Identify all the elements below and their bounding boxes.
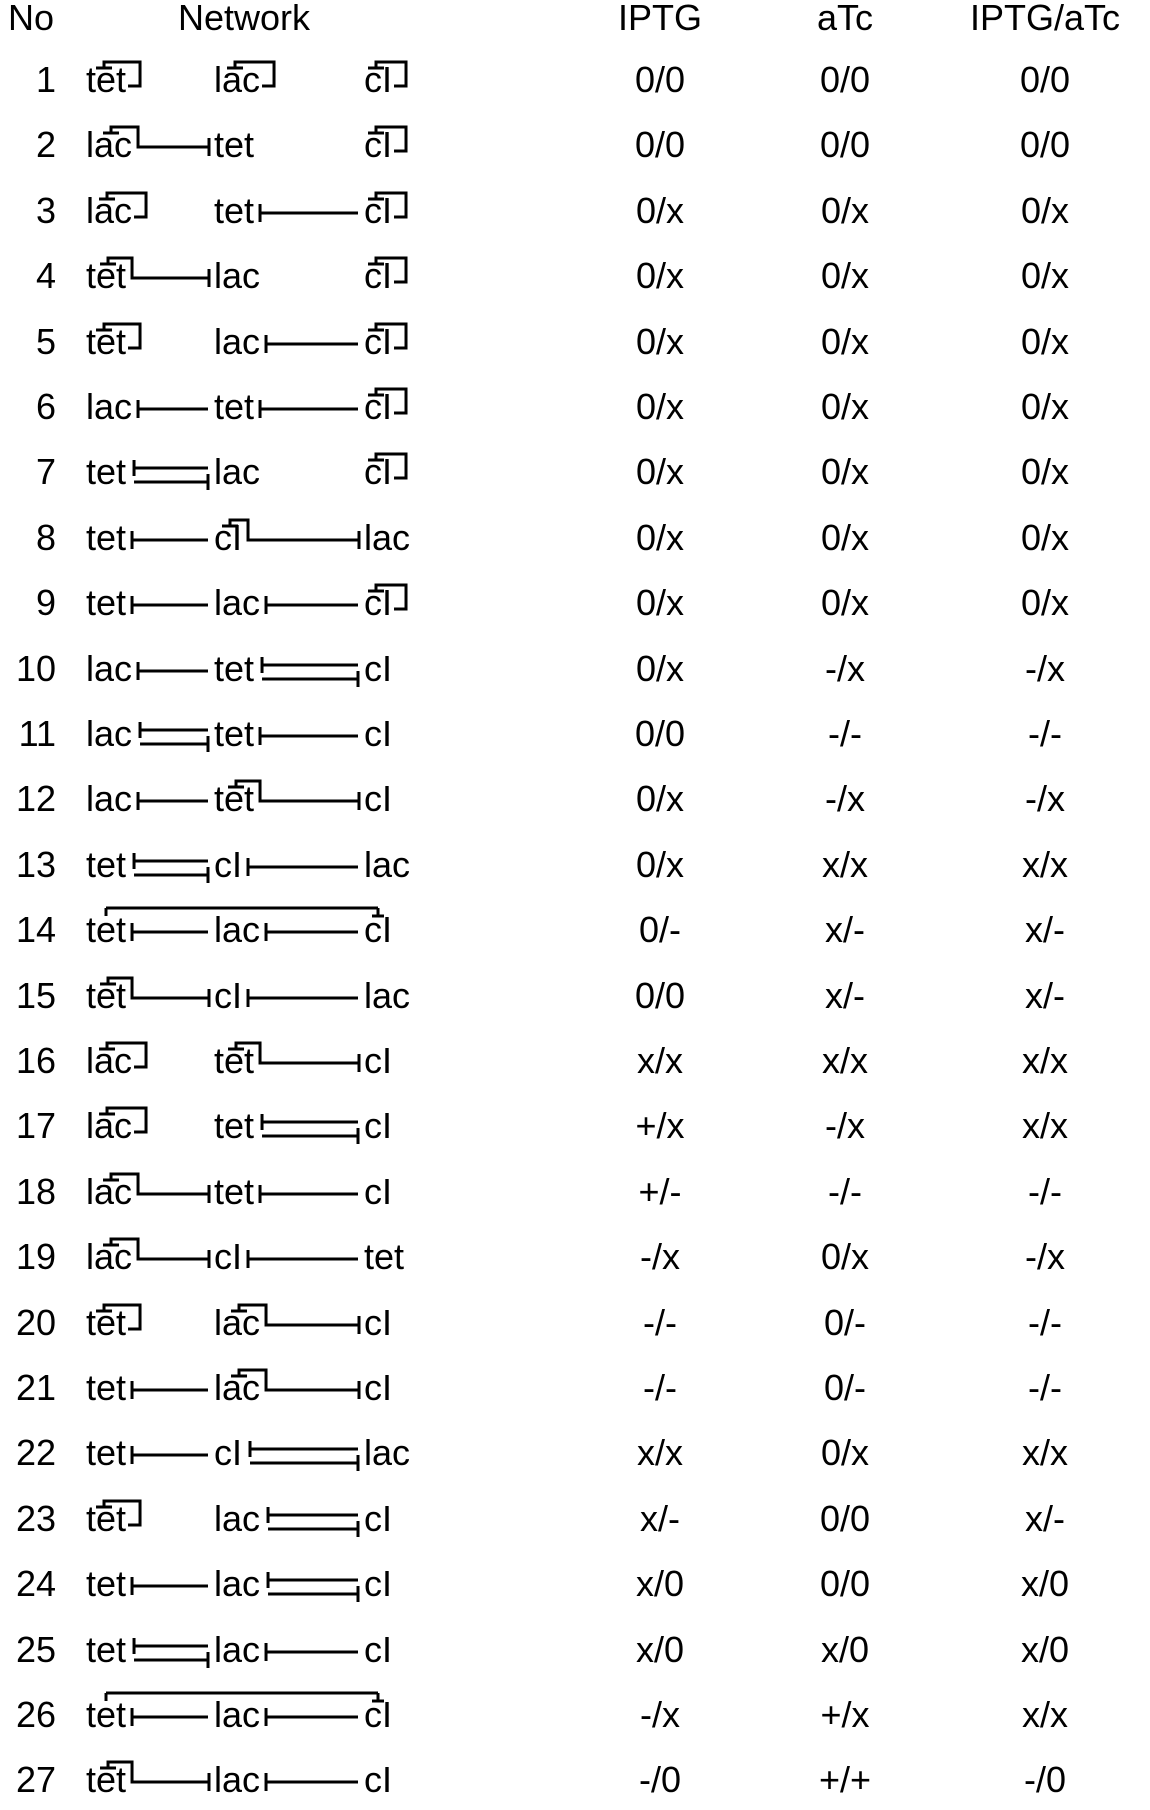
network-diagram	[0, 1096, 1150, 1156]
iptg-atc-value: -/-	[1028, 1367, 1062, 1408]
gene-label: cI	[214, 974, 243, 1016]
iptg-atc-value: x/x	[1021, 1040, 1069, 1081]
row-number: 5	[35, 320, 56, 362]
header-no: No	[8, 0, 55, 38]
atc-value: 0/x	[820, 516, 870, 558]
gene-label: lac	[86, 386, 133, 427]
atc-value: -/x	[825, 647, 865, 689]
atc-value: +/+	[818, 1759, 872, 1801]
gene-label: tet	[86, 582, 127, 624]
gene-label: lac	[86, 1040, 133, 1081]
gene-label: lac	[214, 1628, 261, 1670]
iptg-atc-value: x/-	[1025, 909, 1065, 951]
iptg-atc-value: 0/x	[1020, 451, 1070, 493]
iptg-atc-value: 0/x	[1020, 386, 1070, 427]
atc-value: 0/x	[820, 320, 870, 362]
network-diagram	[0, 246, 1150, 306]
gene-label: tet	[86, 1694, 127, 1735]
gene-label: cI	[364, 1563, 393, 1605]
gene-label: cI	[214, 843, 243, 885]
iptg-value: x/x	[636, 1040, 684, 1081]
iptg-atc-value: 0/x	[1020, 189, 1070, 231]
network-diagram	[0, 181, 1150, 241]
gene-label: tet	[86, 516, 127, 558]
iptg-atc-value: 0/x	[1020, 255, 1070, 297]
header-network: Network	[178, 0, 311, 38]
header-iptg-atc: IPTG/aTc	[969, 0, 1121, 38]
atc-value: 0/x	[820, 1236, 870, 1278]
iptg-atc-value: x/x	[1021, 1694, 1069, 1735]
gene-label: tet	[86, 255, 127, 297]
table-row	[0, 1293, 1150, 1353]
iptg-value: -/x	[640, 1236, 680, 1278]
iptg-value: 0/0	[634, 59, 686, 100]
row-number: 27	[15, 1759, 56, 1801]
iptg-atc-value: x/x	[1021, 843, 1069, 885]
row-number: 6	[35, 386, 56, 427]
gene-label: cI	[364, 1301, 393, 1343]
table-row	[0, 1096, 1150, 1156]
iptg-atc-value: -/x	[1025, 1236, 1065, 1278]
table-row	[0, 377, 1150, 437]
gene-label: lac	[214, 1563, 261, 1605]
gene-label: tet	[86, 1628, 127, 1670]
gene-label: tet	[214, 124, 255, 166]
table-row	[0, 1227, 1150, 1287]
iptg-value: x/0	[635, 1628, 685, 1670]
gene-label: tet	[86, 1432, 127, 1474]
row-number: 21	[15, 1367, 56, 1408]
row-number: 9	[35, 582, 56, 624]
iptg-value: -/x	[640, 1694, 680, 1735]
atc-value: 0/0	[819, 1563, 871, 1605]
gene-label: cI	[364, 909, 393, 951]
atc-value: 0/x	[820, 451, 870, 493]
network-diagram	[0, 1358, 1150, 1418]
gene-label: tet	[86, 320, 127, 362]
row-number: 23	[15, 1497, 56, 1539]
row-number: 25	[15, 1628, 56, 1670]
gene-label: tet	[86, 1563, 127, 1605]
table-row	[0, 312, 1150, 372]
gene-label: lac	[214, 59, 261, 100]
network-diagram	[0, 1685, 1150, 1745]
atc-value: x/-	[825, 909, 865, 951]
gene-label: cI	[364, 778, 393, 820]
network-diagram	[0, 1423, 1150, 1483]
gene-label: cI	[214, 1432, 243, 1474]
table-row	[0, 639, 1150, 699]
table-row	[0, 246, 1150, 306]
gene-label: tet	[86, 974, 127, 1016]
iptg-value: 0/x	[635, 647, 685, 689]
gene-label: cI	[364, 451, 393, 493]
iptg-value: +/-	[638, 1170, 682, 1212]
gene-label: lac	[86, 124, 133, 166]
iptg-atc-value: 0/0	[1019, 59, 1071, 100]
iptg-value: +/x	[635, 1105, 685, 1147]
gene-label: cI	[364, 1497, 393, 1539]
iptg-value: 0/x	[635, 582, 685, 624]
gene-label: lac	[364, 1432, 411, 1474]
iptg-value: 0/-	[638, 909, 682, 951]
table-row	[0, 1685, 1150, 1745]
gene-label: tet	[214, 1105, 255, 1147]
network-diagram	[0, 966, 1150, 1026]
network-diagram	[0, 1227, 1150, 1287]
gene-label: tet	[214, 713, 255, 754]
iptg-atc-value: x/0	[1020, 1563, 1070, 1605]
atc-value: 0/x	[820, 582, 870, 624]
gene-label: lac	[364, 974, 411, 1016]
gene-label: tet	[364, 1236, 405, 1278]
gene-label: cI	[214, 516, 243, 558]
network-diagram	[0, 900, 1150, 960]
iptg-value: x/0	[635, 1563, 685, 1605]
iptg-atc-value: 0/x	[1020, 582, 1070, 624]
table-row	[0, 181, 1150, 241]
gene-label: lac	[214, 255, 261, 297]
network-diagram	[0, 1554, 1150, 1614]
gene-label: tet	[86, 451, 127, 493]
atc-value: 0/-	[823, 1301, 867, 1343]
atc-value: 0/x	[820, 189, 870, 231]
iptg-atc-value: 0/x	[1020, 320, 1070, 362]
network-diagram	[0, 1162, 1150, 1222]
iptg-value: 0/x	[635, 255, 685, 297]
iptg-atc-value: x/0	[1020, 1628, 1070, 1670]
iptg-atc-value: 0/x	[1020, 516, 1070, 558]
iptg-atc-value: -/x	[1025, 647, 1065, 689]
table-row	[0, 704, 1150, 764]
gene-label: lac	[214, 1694, 261, 1735]
row-number: 22	[15, 1432, 56, 1474]
table-row	[0, 508, 1150, 568]
gene-label: cI	[364, 1040, 393, 1081]
header-iptg: IPTG	[617, 0, 703, 38]
network-diagram	[0, 573, 1150, 633]
gene-label: lac	[214, 451, 261, 493]
iptg-atc-value: x/-	[1025, 1497, 1065, 1539]
gene-label: cI	[364, 255, 393, 297]
atc-value: -/x	[825, 1105, 865, 1147]
row-number: 24	[15, 1563, 56, 1605]
gene-label: cI	[364, 582, 393, 624]
gene-label: tet	[86, 843, 127, 885]
iptg-value: x/x	[636, 1432, 684, 1474]
iptg-atc-value: -/x	[1025, 778, 1065, 820]
row-number: 10	[15, 647, 56, 689]
iptg-value: 0/0	[634, 124, 686, 166]
gene-label: tet	[86, 59, 127, 100]
gene-label: lac	[214, 909, 261, 951]
table-row	[0, 573, 1150, 633]
iptg-atc-value: 0/0	[1019, 124, 1071, 166]
network-diagram	[0, 1489, 1150, 1549]
row-number: 26	[15, 1694, 56, 1735]
table-row	[0, 1162, 1150, 1222]
table-row	[0, 1620, 1150, 1680]
row-number: 16	[15, 1040, 56, 1081]
network-diagram	[0, 769, 1150, 829]
gene-label: cI	[364, 1367, 393, 1408]
network-diagram	[0, 835, 1150, 895]
gene-label: cI	[364, 1759, 393, 1801]
table-row	[0, 1489, 1150, 1549]
row-number: 3	[35, 189, 56, 231]
iptg-value: -/0	[638, 1759, 682, 1801]
gene-label: lac	[86, 1236, 133, 1278]
gene-label: lac	[214, 1759, 261, 1801]
iptg-value: 0/x	[635, 320, 685, 362]
row-number: 7	[35, 451, 56, 493]
iptg-atc-value: x/-	[1025, 974, 1065, 1016]
gene-label: tet	[86, 1367, 127, 1408]
table-row	[0, 1423, 1150, 1483]
atc-value: x/0	[820, 1628, 870, 1670]
row-number: 20	[15, 1301, 56, 1343]
iptg-atc-value: -/-	[1028, 713, 1062, 754]
atc-value: 0/0	[819, 124, 871, 166]
gene-label: tet	[86, 1759, 127, 1801]
network-diagram	[0, 1620, 1150, 1680]
atc-value: 0/-	[823, 1367, 867, 1408]
gene-label: cI	[364, 59, 393, 100]
row-number: 8	[35, 516, 56, 558]
gene-label: lac	[86, 778, 133, 820]
iptg-atc-value: -/-	[1028, 1170, 1062, 1212]
gene-label: lac	[214, 1367, 261, 1408]
table-row	[0, 442, 1150, 502]
gene-label: lac	[86, 647, 133, 689]
gene-label: cI	[364, 189, 393, 231]
gene-label: lac	[214, 582, 261, 624]
gene-label: lac	[86, 1170, 133, 1212]
row-number: 11	[18, 713, 56, 754]
atc-value: -/x	[825, 778, 865, 820]
table-row	[0, 769, 1150, 829]
gene-label: cI	[364, 386, 393, 427]
iptg-value: 0/0	[634, 974, 686, 1016]
table-row	[0, 900, 1150, 960]
atc-value: 0/x	[820, 1432, 870, 1474]
atc-value: 0/0	[819, 59, 871, 100]
atc-value: x/-	[825, 974, 865, 1016]
row-number: 4	[35, 255, 56, 297]
row-number: 1	[35, 59, 56, 100]
gene-label: lac	[364, 516, 411, 558]
table-row	[0, 1031, 1150, 1091]
table-row	[0, 966, 1150, 1026]
row-number: 18	[15, 1170, 56, 1212]
atc-value: -/-	[828, 713, 862, 754]
gene-label: tet	[214, 647, 255, 689]
iptg-value: -/-	[643, 1367, 677, 1408]
gene-label: tet	[214, 1040, 255, 1081]
gene-label: cI	[364, 1628, 393, 1670]
network-diagram	[0, 1750, 1150, 1810]
row-number: 2	[35, 124, 56, 166]
row-number: 19	[15, 1236, 56, 1278]
atc-value: 0/x	[820, 386, 870, 427]
iptg-value: 0/x	[635, 843, 685, 885]
gene-label: lac	[214, 1497, 261, 1539]
atc-value: 0/0	[819, 1497, 871, 1539]
gene-label: tet	[86, 909, 127, 951]
gene-label: lac	[86, 1105, 133, 1147]
gene-label: cI	[364, 647, 393, 689]
table-row	[0, 1554, 1150, 1614]
gene-label: lac	[86, 713, 133, 754]
gene-label: tet	[86, 1301, 127, 1343]
network-diagram	[0, 115, 1150, 175]
row-number: 15	[15, 974, 56, 1016]
network-diagram	[0, 442, 1150, 502]
iptg-value: 0/0	[634, 713, 686, 754]
gene-label: tet	[214, 386, 255, 427]
gene-label: cI	[364, 713, 393, 754]
gene-label: tet	[86, 1497, 127, 1539]
network-diagram	[0, 50, 1150, 110]
iptg-atc-value: -/0	[1023, 1759, 1067, 1801]
atc-value: 0/x	[820, 255, 870, 297]
table-row	[0, 1750, 1150, 1810]
iptg-value: x/-	[640, 1497, 680, 1539]
network-diagram	[0, 377, 1150, 437]
atc-value: x/x	[821, 843, 869, 885]
table-row	[0, 1358, 1150, 1418]
row-number: 17	[15, 1105, 56, 1147]
iptg-value: 0/x	[635, 189, 685, 231]
gene-label: cI	[364, 320, 393, 362]
table-row	[0, 50, 1150, 110]
gene-label: lac	[86, 189, 133, 231]
atc-value: +/x	[820, 1694, 870, 1735]
gene-label: lac	[214, 320, 261, 362]
iptg-value: 0/x	[635, 386, 685, 427]
iptg-atc-value: -/-	[1028, 1301, 1062, 1343]
gene-label: cI	[364, 1694, 393, 1735]
network-diagram	[0, 1293, 1150, 1353]
network-diagram	[0, 704, 1150, 764]
gene-label: cI	[214, 1236, 243, 1278]
iptg-atc-value: x/x	[1021, 1105, 1069, 1147]
atc-value: x/x	[821, 1040, 869, 1081]
gene-label: tet	[214, 189, 255, 231]
header-atc: aTc	[816, 0, 874, 38]
table-row	[0, 835, 1150, 895]
network-diagram	[0, 508, 1150, 568]
gene-label: cI	[364, 1105, 393, 1147]
gene-label: tet	[214, 778, 255, 820]
atc-value: -/-	[828, 1170, 862, 1212]
gene-label: cI	[364, 1170, 393, 1212]
iptg-atc-value: x/x	[1021, 1432, 1069, 1474]
iptg-value: 0/x	[635, 778, 685, 820]
row-number: 14	[15, 909, 56, 951]
network-diagram	[0, 312, 1150, 372]
table-row	[0, 115, 1150, 175]
gene-label: cI	[364, 124, 393, 166]
gene-label: lac	[214, 1301, 261, 1343]
iptg-value: -/-	[643, 1301, 677, 1343]
row-number: 13	[15, 843, 56, 885]
gene-label: lac	[364, 843, 411, 885]
iptg-value: 0/x	[635, 451, 685, 493]
gene-label: tet	[214, 1170, 255, 1212]
network-diagram	[0, 639, 1150, 699]
row-number: 12	[15, 778, 56, 820]
iptg-value: 0/x	[635, 516, 685, 558]
network-diagram	[0, 1031, 1150, 1091]
